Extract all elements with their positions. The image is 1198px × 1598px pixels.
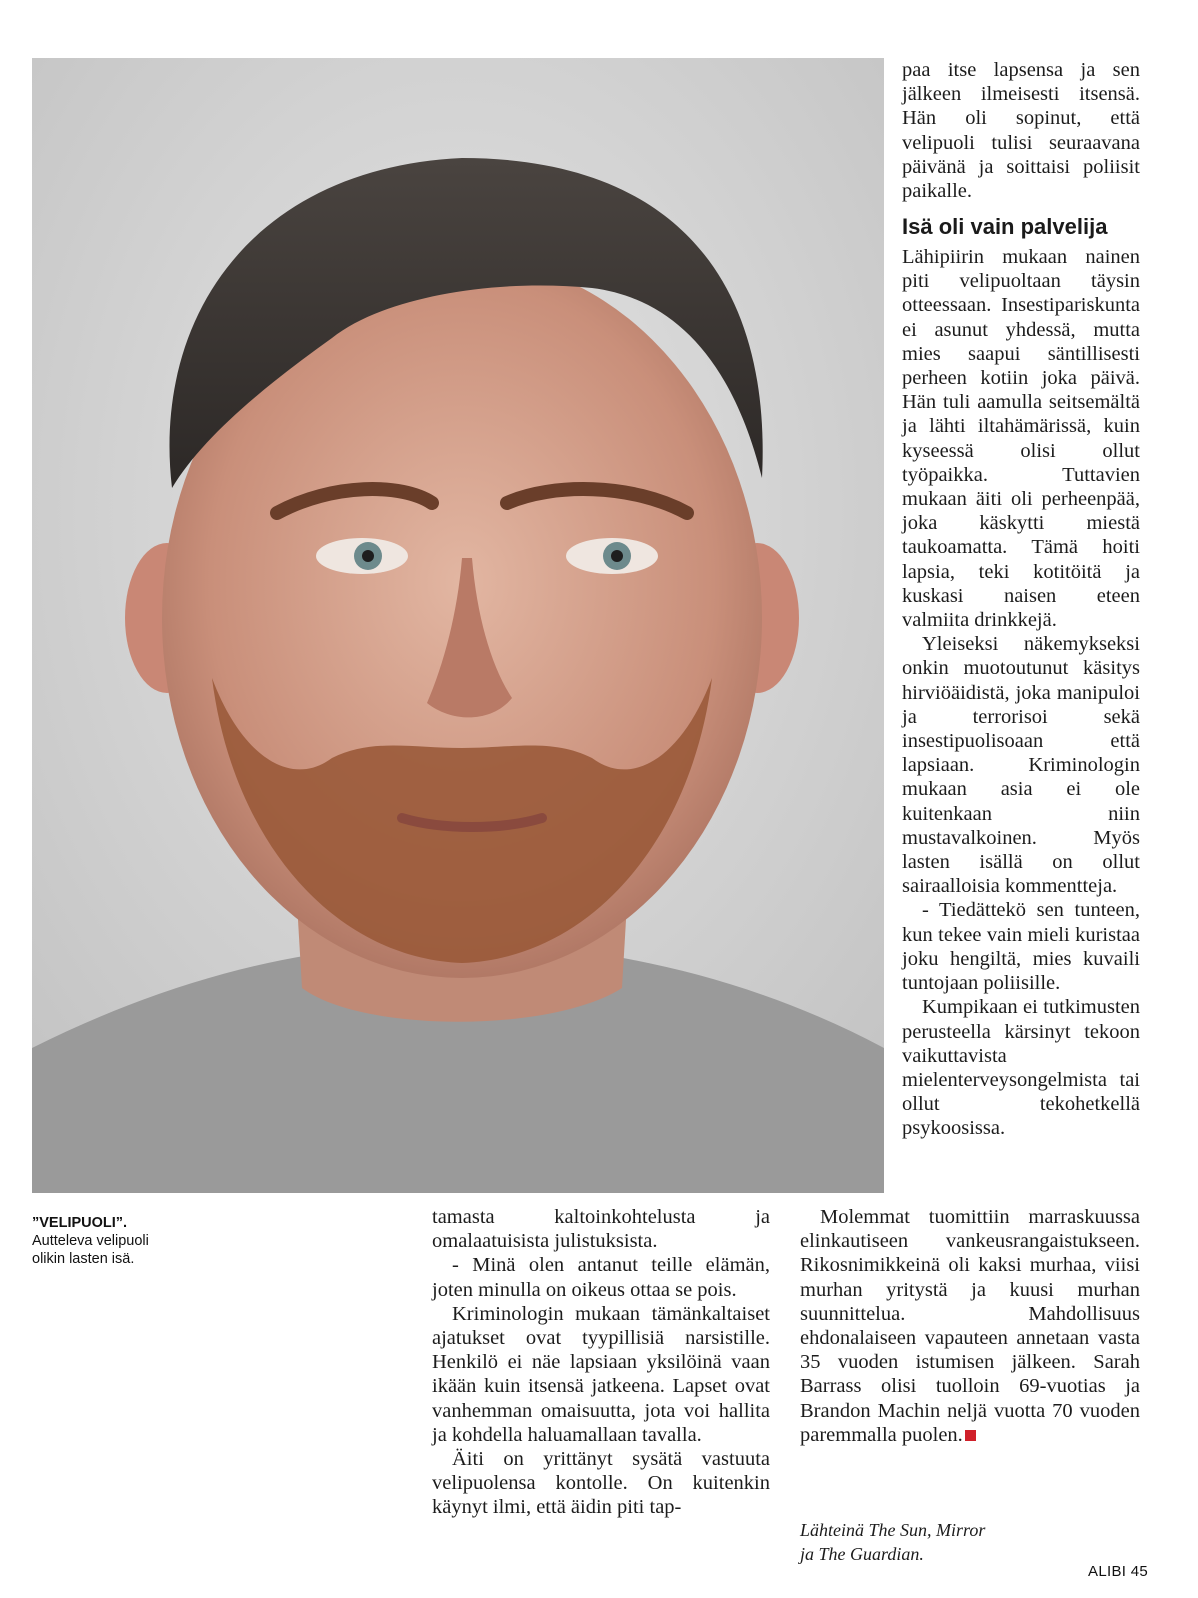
sources-line: Lähteinä The Sun, Mirror	[800, 1520, 986, 1540]
paragraph: Yleiseksi näkemykseksi onkin muotoutunut käsitys hirviöäidistä, joka manipuloi ja terrorisoi sekä insestipuolisoaan että lapsiaan. Kriminologin mukaan asia ei ole kuitenkaan niin mustavalkoinen. Myös lasten isällä on ollut sairaalloisia kommentteja.	[902, 633, 1140, 898]
article-column-middle	[432, 1205, 770, 1520]
paragraph: Lähipiirin mukaan nainen piti velipuoltaan täysin otteessaan. Insestipariskunta ei asunut yhdessä, mutta mies saapui säntillisesti perheen kotiin joka päivä. Hän tuli aamulla seitsemältä ja lähti iltahämärissä, kuin kyseessä olisi ollut työpaikka. Tuttavien mukaan äiti oli perheenpää, joka käskytti miestä taukoamatta. Tämä hoiti lapsia, teki kotitöitä ja kuskasi naisen eteen valmiita drinkkejä.	[902, 246, 1140, 632]
paragraph: tamasta kaltoinkohtelusta ja omalaatuisista julistuksista.	[432, 1206, 770, 1253]
page-folio: ALIBI 45	[1088, 1563, 1148, 1580]
paragraph	[800, 1205, 1140, 1447]
paragraph: Kriminologin mukaan tämänkaltaiset ajatukset ovat tyypillisiä narsistille. Henkilö ei näe lapsiaan yksilöinä vaan ikään kuin itsensä jatkeena. Lapset ovat vanhemman omaisuutta, jota voi hallita ja kohdella haluamallaan tavalla.	[432, 1302, 770, 1446]
subheading: Isä oli vain palvelija	[902, 214, 1108, 239]
quote-paragraph: - Tiedättekö sen tunteen, kun tekee vain mieli kuristaa joku hengiltä, mies kuvaili tuntojaan poliisille.	[902, 899, 1140, 995]
caption-title: ”VELIPUOLI”.	[32, 1215, 128, 1231]
sources-note	[800, 1518, 1140, 1566]
end-mark-icon	[965, 1430, 976, 1441]
paragraph: paa itse lapsensa ja sen jälkeen ilmeisesti itsensä. Hän oli sopinut, että velipuoli tulisi seuraavana päivänä ja soittaisi poliisit paikalle.	[902, 59, 1140, 203]
portrait-photo	[32, 58, 884, 1193]
portrait-icon	[32, 58, 884, 1193]
article-column-right-top	[902, 58, 1140, 203]
paragraph: Kumpikaan ei tutkimusten perusteella kärsinyt tekoon vaikuttavista mielenterveysongelmista tai ollut tekohetkellä psykoosissa.	[902, 996, 1140, 1140]
caption-line: olikin lasten isä.	[32, 1251, 135, 1267]
quote-paragraph: - Minä olen antanut teille elämän, joten minulla on oikeus ottaa se pois.	[432, 1254, 770, 1301]
paragraph-text: Molemmat tuomittiin marraskuussa elinkautiseen vankeusrangaistukseen. Rikosnimikkeinä oli kaksi murhaa, viisi murhan yritystä ja kuusi murhan suunnittelua. Mahdollisuus ehdonalaiseen vapauteen annetaan vasta 35 vuoden istumisen jälkeen. Sarah Barrass olisi tuolloin 69-vuotias ja Brandon Machin neljä vuotta 70 vuoden paremmalla puolen.	[800, 1206, 1140, 1446]
article-column-right-middle	[902, 245, 1140, 1141]
sources-line: ja The Guardian.	[800, 1544, 924, 1564]
article-column-right-bottom	[800, 1205, 1140, 1447]
paragraph: Äiti on yrittänyt sysätä vastuuta velipuolensa kontolle. On kuitenkin käynyt ilmi, että äidin piti tap-	[432, 1448, 770, 1519]
caption-line: Autteleva velipuoli	[32, 1233, 149, 1249]
photo-caption	[32, 1214, 352, 1268]
